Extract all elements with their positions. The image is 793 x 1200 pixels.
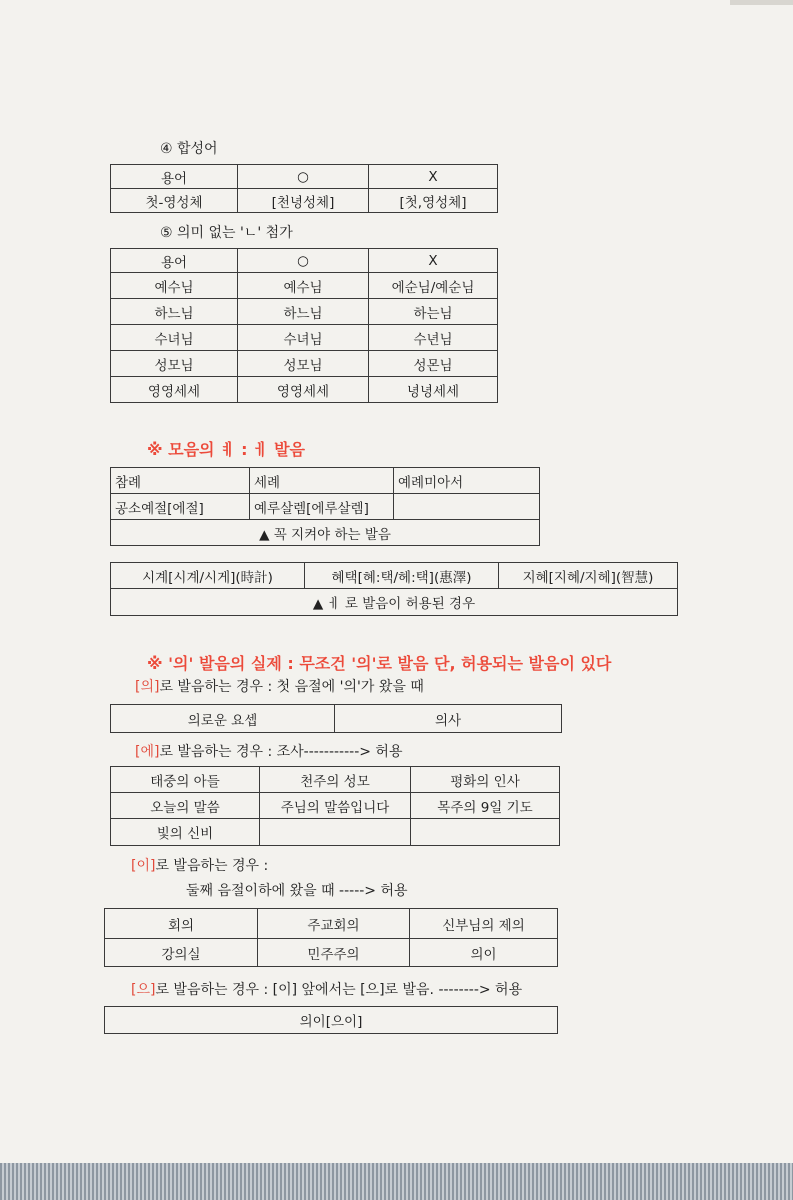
table-cell: 의이 <box>410 939 558 967</box>
table-header-cell: ○ <box>238 249 369 273</box>
table-cell: 수년님 <box>369 325 498 351</box>
case2-text: 로 발음하는 경우 : 조사-----------> 허용 <box>159 744 403 760</box>
case3-subtext: 둘째 음절이하에 왔을 때 -----> 허용 <box>186 883 408 899</box>
table-cell: 하느님 <box>111 299 238 325</box>
table-cell: 수녀님 <box>238 325 369 351</box>
table-cell: 지혜[지혜/지헤](智慧) <box>499 563 678 589</box>
table-cell: 세례 <box>250 468 394 494</box>
table-cell: 오늘의 말씀 <box>111 793 260 819</box>
case3-table <box>104 908 558 967</box>
table-cell: 하느님 <box>238 299 369 325</box>
case3-line <box>131 855 268 875</box>
table-cell: [첫,영성체] <box>369 189 498 213</box>
case4-table <box>104 1006 558 1034</box>
table-cell: 성모님 <box>111 351 238 377</box>
table-cell <box>260 819 411 846</box>
scanner-edge-strip <box>0 1163 793 1200</box>
table-cell: [천녕성체] <box>238 189 369 213</box>
ui-section-title: ※ '의' 발음의 실제 : 무조건 '의'로 발음 단, 허용되는 발음이 있다 <box>147 654 612 673</box>
table-cell: 공소예절[에절] <box>111 494 250 520</box>
vowel-section-title: ※ 모음의 ㅖ : ㅔ 발음 <box>147 440 305 459</box>
case4-text: 로 발음하는 경우 : [이] 앞에서는 [으]로 발음. --------> 허용 <box>155 982 523 998</box>
table-cell: 의이[으이] <box>105 1007 558 1034</box>
table-cell: 첫-영성체 <box>111 189 238 213</box>
case3-text: 로 발음하는 경우 : <box>155 858 269 874</box>
case4-line <box>131 979 522 999</box>
table-cell: 목주의 9일 기도 <box>411 793 560 819</box>
table-header-cell: X <box>369 165 498 189</box>
table-cell: 참례 <box>111 468 250 494</box>
case3-mark: [이] <box>131 858 156 874</box>
table-cell: 성몬님 <box>369 351 498 377</box>
case1-text: 로 발음하는 경우 : 첫 음절에 '의'가 왔을 때 <box>159 679 424 695</box>
table-cell: 영영세세 <box>111 377 238 403</box>
table-cell: 영영세세 <box>238 377 369 403</box>
scan-edge-mark <box>730 0 793 5</box>
table-cell: 수녀님 <box>111 325 238 351</box>
table-cell: 예례미아서 <box>394 468 540 494</box>
table-cell: 예수님 <box>238 273 369 299</box>
table-cell: 성모님 <box>238 351 369 377</box>
table-cell: 평화의 인사 <box>411 767 560 793</box>
table-cell: 빛의 신비 <box>111 819 260 846</box>
vowel-allowed-table <box>110 562 678 616</box>
table-header-cell: ○ <box>238 165 369 189</box>
table-cell-empty <box>394 494 540 520</box>
table-cell <box>411 819 560 846</box>
table-cell: 회의 <box>105 909 258 939</box>
table-cell: 녕녕세세 <box>369 377 498 403</box>
table-cell: 예루살렘[에루살렘] <box>250 494 394 520</box>
table-cell: 의사 <box>335 705 562 733</box>
section5-table <box>110 248 498 403</box>
table-header-cell: X <box>369 249 498 273</box>
table-header-cell: 용어 <box>111 165 238 189</box>
table-cell: 시계[시계/시게](時計) <box>111 563 305 589</box>
table-cell: 혜택[혜:택/헤:택](惠澤) <box>305 563 499 589</box>
section4-heading: ④ 합성어 <box>160 141 218 157</box>
table-cell: 신부님의 제의 <box>410 909 558 939</box>
section4-table <box>110 164 498 213</box>
table-cell: 태중의 아들 <box>111 767 260 793</box>
case2-mark: [에] <box>135 744 160 760</box>
case1-line <box>135 676 424 696</box>
table-cell: 의로운 요셉 <box>111 705 335 733</box>
case1-mark: [의] <box>135 679 160 695</box>
table-cell: 주님의 말씀입니다 <box>260 793 411 819</box>
table-header-cell: 용어 <box>111 249 238 273</box>
table-note: ▲ ㅔ 로 발음이 허용된 경우 <box>111 589 678 616</box>
section5-heading: ⑤ 의미 없는 'ㄴ' 첨가 <box>160 225 293 241</box>
table-cell: 천주의 성모 <box>260 767 411 793</box>
case2-table <box>110 766 560 846</box>
table-cell: 강의실 <box>105 939 258 967</box>
table-cell: 예수님 <box>111 273 238 299</box>
case2-line <box>135 741 402 761</box>
case4-mark: [으] <box>131 982 156 998</box>
table-cell: 주교회의 <box>258 909 410 939</box>
vowel-required-table <box>110 467 540 546</box>
table-cell: 에순님/예순님 <box>369 273 498 299</box>
table-note: ▲ 꼭 지켜야 하는 발음 <box>111 520 540 546</box>
table-cell: 하는님 <box>369 299 498 325</box>
table-cell: 민주주의 <box>258 939 410 967</box>
case1-table <box>110 704 562 733</box>
